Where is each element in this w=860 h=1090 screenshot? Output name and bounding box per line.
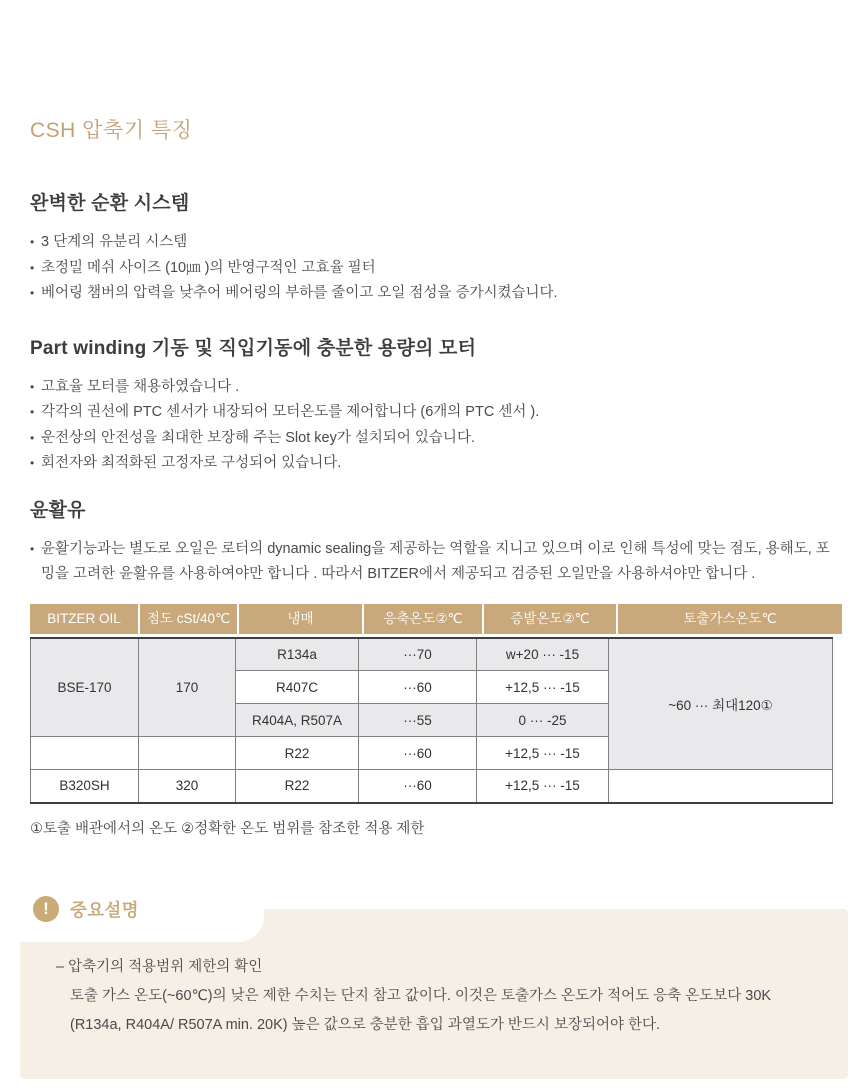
viscosity-cell: 320 xyxy=(139,770,236,803)
column-header-bitzer-oil: BITZER OIL xyxy=(30,604,138,634)
refrigerant-cell: R134a xyxy=(236,638,359,671)
table-body xyxy=(30,637,833,804)
note-body-paragraph: 토출 가스 온도(~60℃)의 낮은 제한 수치는 단지 참고 값이다. 이것은 토출가스 온도가 적어도 응축 온도보다 30K (R134a, R404A/ R507A min. 20K) 높은 값으로 충분한 흡입 과열도가 반드시 보장되어야 한다. xyxy=(70,987,772,1033)
discharge-gas-temp-cell: ~60 ··· 최대120① xyxy=(609,638,833,770)
heading-motor: Part winding 기동 및 직입기동에 충분한 용량의 모터 xyxy=(30,337,477,359)
condensing-temp-cell: ···60 xyxy=(359,671,477,704)
list-item: • 베어링 챔버의 압력을 낮추어 베어링의 부하를 줄이고 오일 점성을 증가시켰습니다. xyxy=(30,281,830,307)
circulation-bullet-list xyxy=(30,230,830,307)
heading-lubricant: 윤활유 xyxy=(30,499,86,521)
refrigerant-cell: R404A, R507A xyxy=(236,704,359,737)
column-header-refrigerant: 냉매 xyxy=(239,604,362,634)
empty-cell xyxy=(609,770,833,803)
list-item: • 각각의 권선에 PTC 센서가 내장되어 모터온도를 제어합니다 (6개의 PTC 센서 ). xyxy=(30,400,830,426)
important-note-label xyxy=(33,896,139,923)
list-item: • 회전자와 최적화된 고정자로 구성되어 있습니다. xyxy=(30,451,830,477)
lubricant-bullet-list xyxy=(30,537,830,588)
condensing-temp-cell: ···60 xyxy=(359,737,477,770)
exclamation-icon: ! xyxy=(33,896,59,922)
list-item: • 3 단계의 유분리 시스템 xyxy=(30,230,830,256)
list-item: • 운전상의 안전성을 최대한 보장해 주는 Slot key가 설치되어 있습니다. xyxy=(30,426,830,452)
evaporating-temp-cell: +12,5 ··· -15 xyxy=(477,671,609,704)
column-header-discharge-gas-temp: 토출가스온도℃ xyxy=(618,604,842,634)
note-check-line: – 압축기의 적용범위 제한의 확인 xyxy=(56,958,263,975)
condensing-temp-cell: ···55 xyxy=(359,704,477,737)
refrigerant-cell: R22 xyxy=(236,737,359,770)
oil-spec-table xyxy=(30,604,832,804)
evaporating-temp-cell: 0 ··· -25 xyxy=(477,704,609,737)
table-row xyxy=(31,770,833,803)
important-note-title: 중요설명 xyxy=(70,899,139,920)
column-header-condensing-temp: 응축온도②℃ xyxy=(364,604,482,634)
column-header-viscosity: 점도 cSt/40℃ xyxy=(140,604,237,634)
table-footnote: ①토출 배관에서의 온도 ②정확한 온도 범위를 참조한 적용 제한 xyxy=(30,820,425,837)
viscosity-cell: 170 xyxy=(139,638,236,737)
evaporating-temp-cell: +12,5 ··· -15 xyxy=(477,737,609,770)
important-note-text xyxy=(56,953,800,1040)
condensing-temp-cell: ···60 xyxy=(359,770,477,803)
table-header-row xyxy=(30,604,832,634)
condensing-temp-cell: ···70 xyxy=(359,638,477,671)
oil-name-cell: BSE-170 xyxy=(31,638,139,737)
important-note-section xyxy=(20,896,848,1079)
evaporating-temp-cell: +12,5 ··· -15 xyxy=(477,770,609,803)
oil-name-cell: B320SH xyxy=(31,770,139,803)
heading-circulation-system: 완벽한 순환 시스템 xyxy=(30,193,190,214)
page-title: CSH 압축기 특징 xyxy=(30,119,193,142)
refrigerant-cell: R22 xyxy=(236,770,359,803)
list-item: • 윤활기능과는 별도로 오일은 로터의 dynamic sealing을 제공하는 역할을 지니고 있으며 이로 인해 특성에 맞는 점도, 용해도, 포밍을 고려한 윤활유를 사용하여야만 합니다 . 따라서 BITZER에서 제공되고 검증된 오일만을 사용하셔야만 합니다 . xyxy=(30,537,830,588)
empty-cell xyxy=(31,737,139,770)
table-row xyxy=(31,638,833,671)
empty-cell xyxy=(139,737,236,770)
column-header-evaporating-temp: 증발온도②℃ xyxy=(484,604,616,634)
evaporating-temp-cell: w+20 ··· -15 xyxy=(477,638,609,671)
motor-bullet-list xyxy=(30,375,830,477)
refrigerant-cell: R407C xyxy=(236,671,359,704)
list-item: • 초정밀 메쉬 사이즈 (10㎛ )의 반영구적인 고효율 필터 xyxy=(30,256,830,282)
list-item: • 고효율 모터를 채용하였습니다 . xyxy=(30,375,830,401)
